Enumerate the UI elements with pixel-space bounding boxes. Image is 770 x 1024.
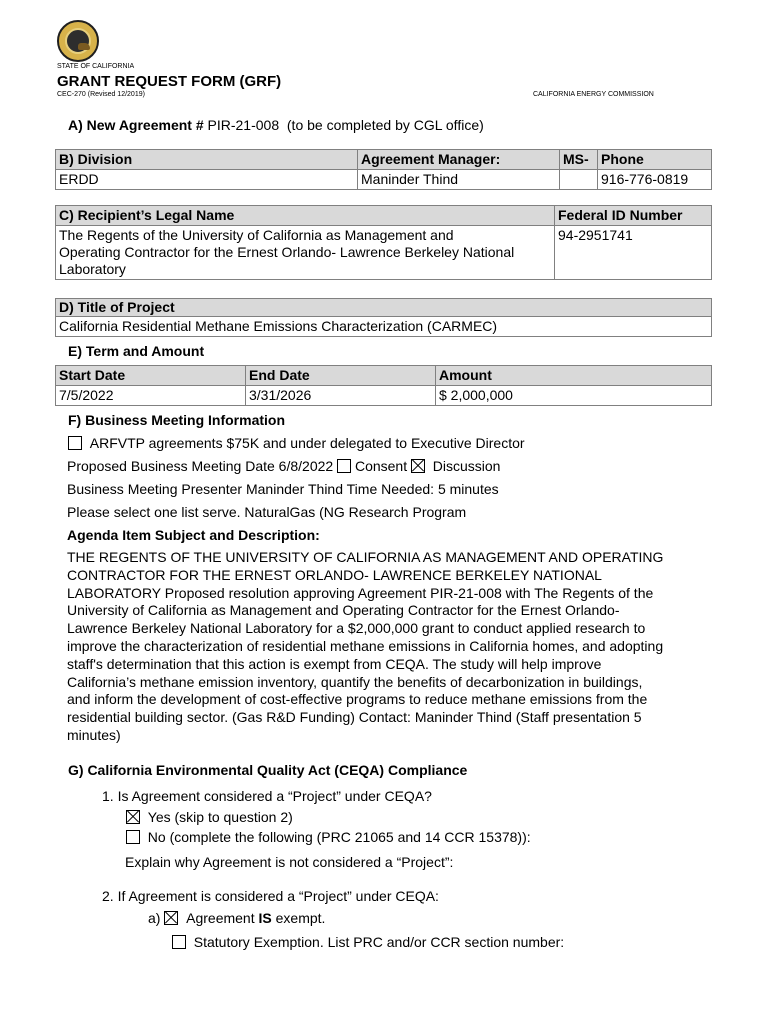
discussion-label: Discussion (432, 458, 501, 474)
ms-header: MS- (560, 150, 598, 170)
statutory-label: Statutory Exemption. List PRC and/or CCR section number: (193, 934, 565, 950)
proposed-date-text: Proposed Business Meeting Date 6/8/2022 (67, 458, 334, 474)
agenda-description: THE REGENTS OF THE UNIVERSITY OF CALIFORNIA AS MANAGEMENT AND OPERATING CONTRACTOR FOR THE ERNEST ORLANDO- LAWRENCE BERKELEY NATIONAL LABORATORY Proposed resolution approving Agreement PIR-21-008 with The Regents of the University of California as Management and Operating Contractor for the Ernest Orlando- Lawrence Berkeley National Laboratory for a $2,000,000 grant to conduct applied research to improve the characterization of residential methane emissions in California homes, and adopting staff's determination that this action is exempt from CEQA. The study will help improve California’s methane emission inventory, quantify the benefits of decarbonization in buildings, and inform the development of cost-effective programs to reduce methane emissions from the residential building sector. (Gas R&D Funding) Contact: Maninder Thind (Staff presentation 5 minutes) (67, 549, 664, 743)
recipient-name-header: C) Recipient’s Legal Name (56, 206, 555, 226)
form-title: GRANT REQUEST FORM (GRF) (57, 73, 282, 90)
amount-header: Amount (436, 366, 712, 386)
amount-value[interactable]: $ 2,000,000 (436, 386, 712, 406)
end-date-value[interactable]: 3/31/2026 (246, 386, 436, 406)
agreement-note: (to be completed by CGL office) (286, 117, 484, 133)
statutory-checkbox[interactable] (172, 935, 186, 949)
manager-header: Agreement Manager: (358, 150, 560, 170)
agenda-heading: Agenda Item Subject and Description: (67, 527, 320, 543)
consent-checkbox[interactable] (337, 459, 351, 473)
ms-value[interactable] (560, 170, 598, 190)
q1-no-checkbox[interactable] (126, 830, 140, 844)
project-title-header: D) Title of Project (56, 299, 712, 317)
division-value[interactable]: ERDD (56, 170, 358, 190)
ceqa-question-1: 1. Is Agreement considered a “Project” under CEQA? (102, 788, 432, 804)
list-serve-text[interactable]: Please select one list serve. NaturalGas (NG Research Program (67, 504, 467, 520)
agreement-line (68, 117, 484, 133)
q2a-label-pre: Agreement (186, 910, 259, 926)
recipient-name-value[interactable]: The Regents of the University of California as Management and Operating Contractor for the Ernest Orlando- Lawrence Berkeley National Laboratory (56, 226, 555, 280)
consent-label: Consent (354, 458, 408, 474)
start-date-header: Start Date (56, 366, 246, 386)
california-seal-icon (57, 20, 99, 62)
agreement-number[interactable]: PIR-21-008 (207, 117, 280, 133)
phone-value[interactable]: 916-776-0819 (598, 170, 712, 190)
statutory-row (172, 934, 564, 950)
q1-yes-label: Yes (skip to question 2) (147, 809, 293, 825)
agreement-label: A) New Agreement # (68, 117, 204, 133)
presenter-text: Business Meeting Presenter Maninder Thind Time Needed: 5 minutes (67, 481, 499, 497)
phone-header: Phone (598, 150, 712, 170)
q2a-row (148, 910, 325, 926)
q1-explain: Explain why Agreement is not considered a “Project”: (125, 854, 454, 870)
business-meeting-heading: F) Business Meeting Information (68, 412, 286, 428)
start-date-value[interactable]: 7/5/2022 (56, 386, 246, 406)
q1-yes-row (126, 809, 293, 825)
division-header: B) Division (56, 150, 358, 170)
ceqa-question-2: 2. If Agreement is considered a “Project” under CEQA: (102, 888, 439, 904)
ceqa-heading: G) California Environmental Quality Act (CEQA) Compliance (68, 762, 468, 778)
project-title-value[interactable]: California Residential Methane Emissions Characterization (CARMEC) (56, 317, 712, 337)
term-heading: E) Term and Amount (68, 343, 205, 359)
discussion-checkbox[interactable] (411, 459, 425, 473)
q1-yes-checkbox[interactable] (126, 810, 140, 824)
arfvtp-label: ARFVTP agreements $75K and under delegated to Executive Director (89, 435, 525, 451)
federal-id-header: Federal ID Number (555, 206, 712, 226)
term-table (55, 365, 712, 406)
q2a-label-post: exempt. (271, 910, 326, 926)
q1-no-row (126, 829, 531, 845)
arfvtp-row (68, 435, 525, 451)
end-date-header: End Date (246, 366, 436, 386)
recipient-table (55, 205, 712, 280)
q2a-label-bold: IS (258, 910, 272, 926)
project-table (55, 298, 712, 337)
arfvtp-checkbox[interactable] (68, 436, 82, 450)
q1-no-label: No (complete the following (PRC 21065 and 14 CCR 15378)): (147, 829, 531, 845)
manager-value[interactable]: Maninder Thind (358, 170, 560, 190)
q2a-checkbox[interactable] (164, 911, 178, 925)
state-label: STATE OF CALIFORNIA (57, 63, 135, 70)
federal-id-value[interactable]: 94-2951741 (555, 226, 712, 280)
q2a-prefix: a) (148, 910, 161, 926)
agency-label: CALIFORNIA ENERGY COMMISSION (533, 91, 654, 98)
division-table (55, 149, 712, 190)
proposed-date-row (67, 458, 500, 474)
form-code: CEC-270 (Revised 12/2019) (57, 91, 145, 98)
